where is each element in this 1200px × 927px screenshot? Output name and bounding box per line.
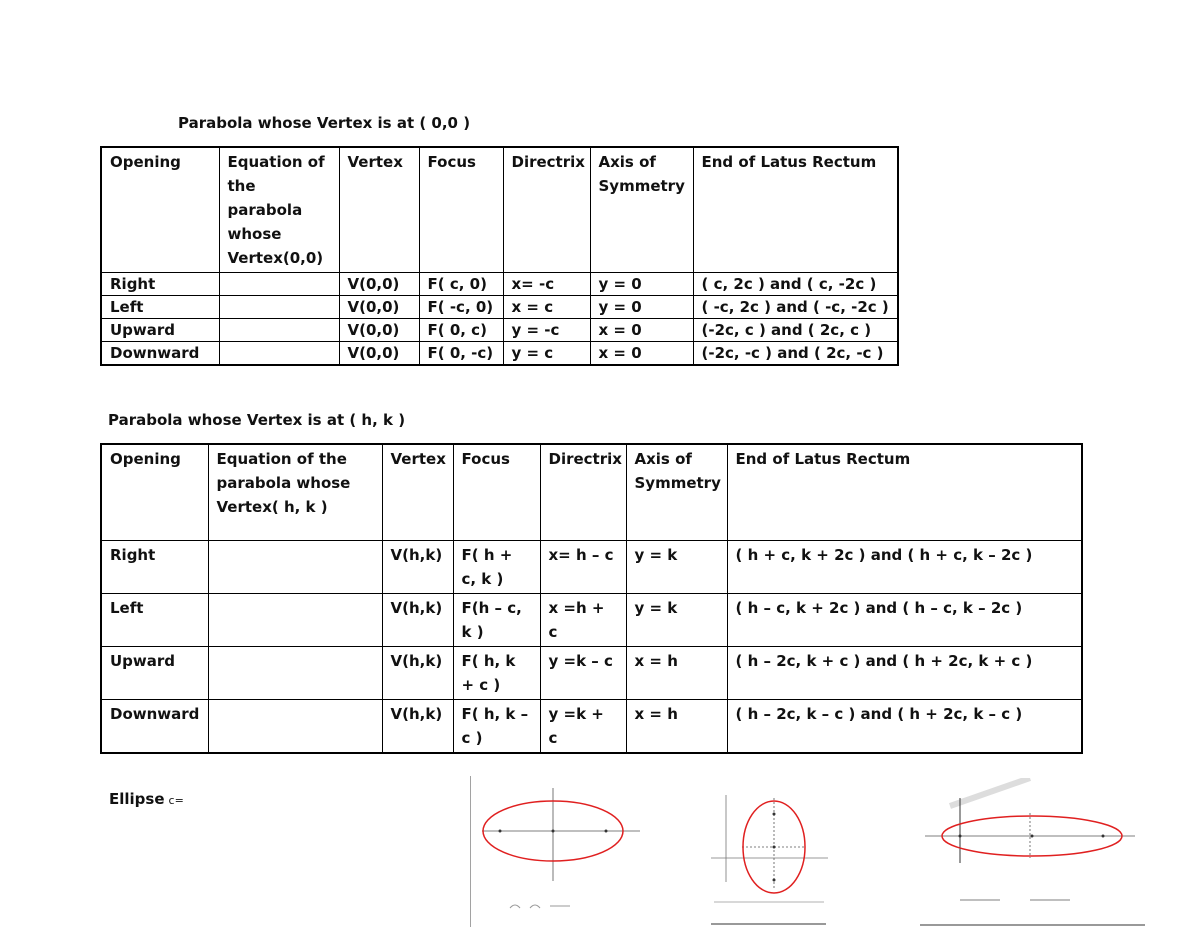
header-cell: Equation of the parabola whose Vertex( h, k ) — [208, 444, 382, 541]
header-cell: Focus — [453, 444, 540, 541]
table-cell: Downward — [101, 700, 208, 754]
table-cell: (-2c, c ) and ( 2c, c ) — [693, 319, 898, 342]
parabola-hk-table — [100, 443, 1083, 754]
table-cell: x= h – c — [540, 541, 626, 594]
table-cell: Left — [101, 296, 219, 319]
table-cell: x = 0 — [590, 342, 693, 366]
table-header-row — [101, 147, 898, 273]
table-cell: Upward — [101, 319, 219, 342]
table-row — [101, 700, 1082, 754]
table-row — [101, 319, 898, 342]
table-cell: Downward — [101, 342, 219, 366]
table-cell: Upward — [101, 647, 208, 700]
header-cell: Directrix — [503, 147, 590, 273]
table-cell: ( h – 2c, k – c ) and ( h + 2c, k – c ) — [727, 700, 1082, 754]
table-cell — [208, 594, 382, 647]
table-cell: V(0,0) — [339, 319, 419, 342]
table-row — [101, 594, 1082, 647]
ellipse-label: Ellipse — [109, 790, 165, 808]
table-cell: F( h + c, k ) — [453, 541, 540, 594]
table-cell: y =k + c — [540, 700, 626, 754]
table-header-row — [101, 444, 1082, 541]
table-cell: Left — [101, 594, 208, 647]
header-cell: Equation of the parabola whose Vertex(0,0) — [219, 147, 339, 273]
header-cell: Vertex — [382, 444, 453, 541]
table-cell: V(0,0) — [339, 342, 419, 366]
table-cell — [219, 342, 339, 366]
parabola-origin-table — [100, 146, 899, 366]
header-cell: Axis of Symmetry — [626, 444, 727, 541]
table-row — [101, 296, 898, 319]
table-cell: V(h,k) — [382, 647, 453, 700]
header-cell: End of Latus Rectum — [693, 147, 898, 273]
table-cell: V(h,k) — [382, 594, 453, 647]
table-cell: V(0,0) — [339, 273, 419, 296]
table-cell: y = 0 — [590, 273, 693, 296]
table-cell: ( h – 2c, k + c ) and ( h + 2c, k + c ) — [727, 647, 1082, 700]
table-cell — [219, 296, 339, 319]
table1-title: Parabola whose Vertex is at ( 0,0 ) — [178, 114, 471, 132]
table-cell: Right — [101, 541, 208, 594]
table-cell: (-2c, -c ) and ( 2c, -c ) — [693, 342, 898, 366]
table-cell: y =k – c — [540, 647, 626, 700]
table-cell: x = 0 — [590, 319, 693, 342]
table-cell: F( h, k – c ) — [453, 700, 540, 754]
ellipse-heading — [109, 790, 184, 808]
table-cell — [219, 319, 339, 342]
table-cell: V(h,k) — [382, 700, 453, 754]
header-cell: Opening — [101, 444, 208, 541]
table-cell: y = 0 — [590, 296, 693, 319]
header-cell: Focus — [419, 147, 503, 273]
table-cell: F( -c, 0) — [419, 296, 503, 319]
table2-title: Parabola whose Vertex is at ( h, k ) — [108, 411, 406, 429]
table-cell — [208, 541, 382, 594]
header-cell: Vertex — [339, 147, 419, 273]
table-row — [101, 647, 1082, 700]
table-cell: x= -c — [503, 273, 590, 296]
table-cell: y = c — [503, 342, 590, 366]
table-cell: ( c, 2c ) and ( c, -2c ) — [693, 273, 898, 296]
table-cell — [219, 273, 339, 296]
table-cell: V(h,k) — [382, 541, 453, 594]
table-cell: y = k — [626, 541, 727, 594]
table-cell: x =h + c — [540, 594, 626, 647]
table-row — [101, 273, 898, 296]
table-cell: F( h, k + c ) — [453, 647, 540, 700]
table-cell: Right — [101, 273, 219, 296]
table-cell — [208, 700, 382, 754]
table-cell: F(h – c, k ) — [453, 594, 540, 647]
table-cell: y = -c — [503, 319, 590, 342]
header-cell: End of Latus Rectum — [727, 444, 1082, 541]
header-cell: Axis of Symmetry — [590, 147, 693, 273]
table-cell: ( h + c, k + 2c ) and ( h + c, k – 2c ) — [727, 541, 1082, 594]
header-cell: Directrix — [540, 444, 626, 541]
table-cell — [208, 647, 382, 700]
translated-ellipse-figure — [920, 778, 1145, 927]
table-cell: F( 0, c) — [419, 319, 503, 342]
table-cell: V(0,0) — [339, 296, 419, 319]
table-cell: x = h — [626, 647, 727, 700]
table-cell: F( 0, -c) — [419, 342, 503, 366]
table-cell: x = c — [503, 296, 590, 319]
table-row — [101, 342, 898, 366]
table-cell: ( h – c, k + 2c ) and ( h – c, k – 2c ) — [727, 594, 1082, 647]
vertical-ellipse-figure — [706, 790, 831, 927]
table-cell: x = h — [626, 700, 727, 754]
table-cell: ( -c, 2c ) and ( -c, -2c ) — [693, 296, 898, 319]
table-cell: F( c, 0) — [419, 273, 503, 296]
table-row — [101, 541, 1082, 594]
horizontal-ellipse-figure — [470, 776, 670, 927]
header-cell: Opening — [101, 147, 219, 273]
ellipse-note: c= — [168, 794, 184, 807]
table-cell: y = k — [626, 594, 727, 647]
